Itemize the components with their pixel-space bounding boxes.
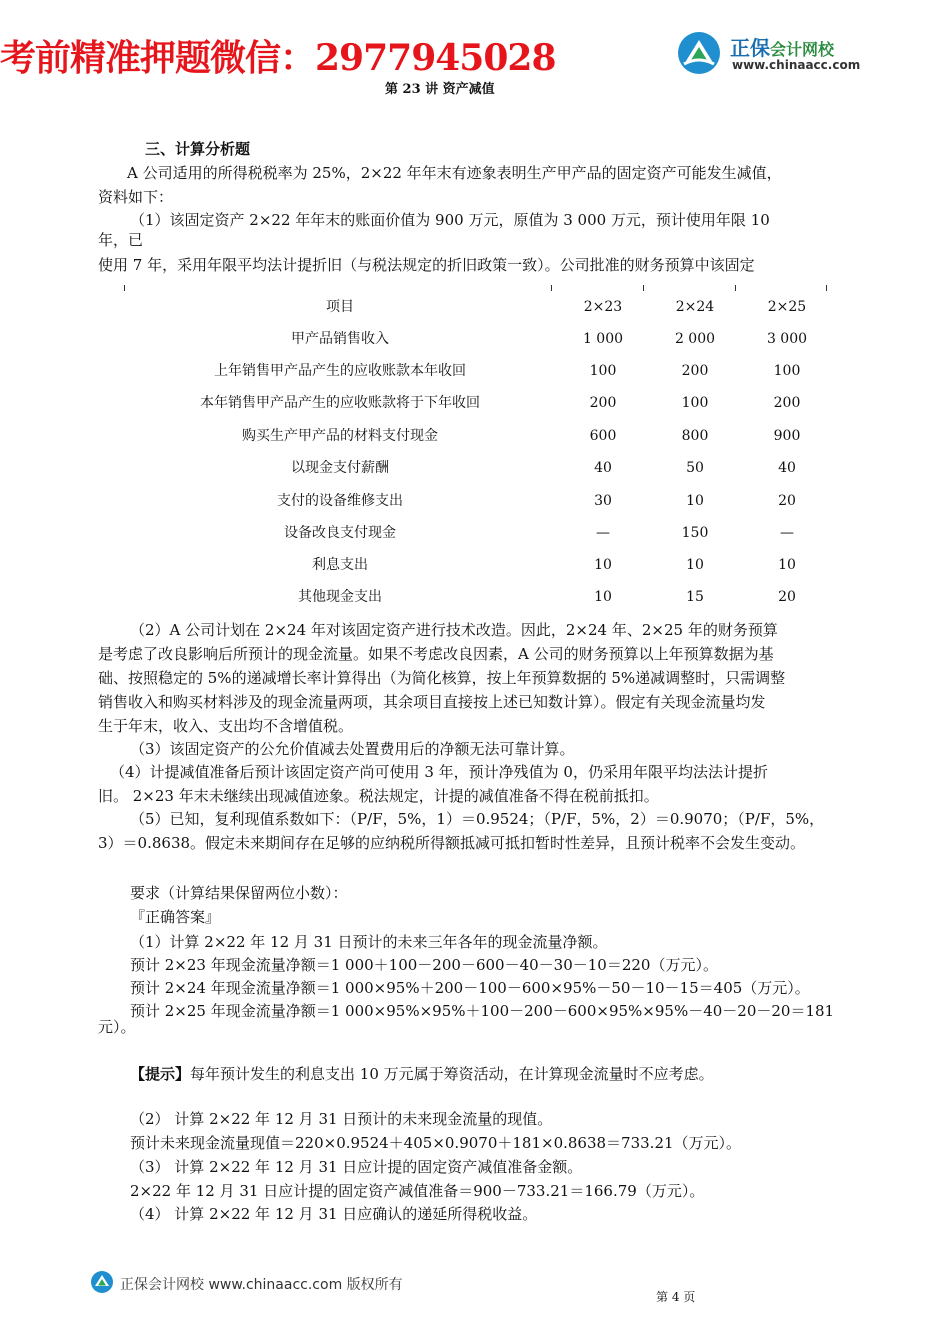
answer-line: （1）计算 2×22 年 12 月 31 日预计的未来三年各年的现金流量净额。 bbox=[130, 933, 608, 951]
table-cell: 30 bbox=[594, 493, 612, 509]
logo-url: www.chinaacc.com bbox=[732, 58, 861, 72]
logo-brand-sub: 会计网校 bbox=[770, 40, 835, 59]
table-cell: 600 bbox=[589, 428, 617, 444]
table-border-tick bbox=[124, 285, 125, 291]
answer-line: （2） 计算 2×22 年 12 月 31 日预计的未来现金流量的现值。 bbox=[130, 1110, 553, 1128]
item2-line: 销售收入和购买材料涉及的现金流量两项，其余项目直接按上述已知数计算）。假定有关现金流量均发 bbox=[98, 693, 766, 711]
table-header-cell: 2×24 bbox=[675, 299, 715, 315]
lecture-title: 第 23 讲 资产减值 bbox=[385, 82, 495, 97]
table-cell: — bbox=[596, 525, 610, 541]
table-cell: 200 bbox=[773, 395, 801, 411]
table-cell: 本年销售甲产品产生的应收账款将于下年收回 bbox=[200, 395, 480, 411]
table-header-row bbox=[0, 298, 950, 315]
answer-line: 2×22 年 12 月 31 日应计提的固定资产减值准备＝900－733.21＝166.79（万元）。 bbox=[130, 1182, 705, 1200]
hint-text: 每年预计发生的利息支出 10 万元属于筹资活动，在计算现金流量时不应考虑。 bbox=[190, 1065, 714, 1083]
answer-line: 预计 2×23 年现金流量净额＝1 000＋100－200－600－40－30－10＝220（万元）。 bbox=[130, 956, 718, 974]
hint-line bbox=[130, 1064, 714, 1084]
table-cell: 其他现金支出 bbox=[298, 589, 382, 605]
logo-brand-main: 正保 bbox=[730, 36, 770, 60]
table-border-tick bbox=[826, 285, 827, 291]
table-cell: 支付的设备维修支出 bbox=[277, 493, 403, 509]
footer-text: 正保会计网校 www.chinaacc.com 版权所有 bbox=[120, 1277, 403, 1293]
table-cell: 设备改良支付现金 bbox=[284, 525, 396, 541]
item1-line: 年，已 bbox=[98, 231, 144, 249]
table-cell: 150 bbox=[681, 525, 709, 541]
answer-line: 预计未来现金流量现值＝220×0.9524＋405×0.9070＋181×0.8638＝733.21（万元）。 bbox=[130, 1134, 742, 1152]
item2-line: 是考虑了改良影响后所预计的现金流量。如果不考虑改良因素，A 公司的财务预算以上年预算数据为基 bbox=[98, 645, 774, 663]
table-cell: 10 bbox=[778, 557, 796, 573]
footer-logo-icon bbox=[90, 1270, 114, 1294]
table-cell: 20 bbox=[778, 589, 796, 605]
school-logo bbox=[676, 28, 936, 78]
table-border-tick bbox=[643, 285, 644, 291]
table-cell: 40 bbox=[594, 460, 612, 476]
answer-line: （4） 计算 2×22 年 12 月 31 日应确认的递延所得税收益。 bbox=[130, 1205, 538, 1223]
table-cell: 800 bbox=[681, 428, 709, 444]
table-cell: 上年销售甲产品产生的应收账款本年收回 bbox=[214, 363, 466, 379]
table-cell: 10 bbox=[686, 557, 704, 573]
table-cell: 100 bbox=[681, 395, 709, 411]
table-cell: 1 000 bbox=[582, 331, 624, 347]
item2-line: 生于年末，收入、支出均不含增值税。 bbox=[98, 717, 354, 735]
item4-line: （4）计提减值准备后预计该固定资产尚可使用 3 年，预计净残值为 0，仍采用年限平均法法计提折 bbox=[110, 763, 768, 781]
table-cell: 200 bbox=[681, 363, 709, 379]
item1-line: 使用 7 年，采用年限平均法计提折旧（与税法规定的折旧政策一致）。公司批准的财务预算中该固定 bbox=[98, 256, 755, 274]
table-cell: 200 bbox=[589, 395, 617, 411]
table-cell: 以现金支付薪酬 bbox=[291, 460, 389, 476]
answer-line: （3） 计算 2×22 年 12 月 31 日应计提的固定资产减值准备金额。 bbox=[130, 1158, 583, 1176]
item3-line: （3）该固定资产的公允价值减去处置费用后的净额无法可靠计算。 bbox=[130, 740, 575, 758]
table-row bbox=[0, 330, 950, 347]
table-row bbox=[0, 588, 950, 605]
table-cell: — bbox=[780, 525, 794, 541]
item2-line: （2）A 公司计划在 2×24 年对该固定资产进行技术改造。因此，2×24 年、2×25 年的财务预算 bbox=[130, 621, 778, 639]
table-row bbox=[0, 362, 950, 379]
table-border-tick bbox=[735, 285, 736, 291]
item2-line: 础、按照稳定的 5%的递减增长率计算得出（为简化核算，按上年预算数据的 5%递减调整时，只需调整 bbox=[98, 669, 786, 687]
item4-line: 旧。 2×23 年末未继续出现减值迹象。税法规定，计提的减值准备不得在税前抵扣。 bbox=[98, 787, 659, 805]
logo-brand bbox=[730, 32, 834, 61]
table-row bbox=[0, 556, 950, 573]
answer-line: 预计 2×25 年现金流量净额＝1 000×95%×95%＋100－200－600×95%×95%－40－20－20＝181 bbox=[130, 1002, 835, 1020]
table-cell: 50 bbox=[686, 460, 704, 476]
table-cell: 900 bbox=[773, 428, 801, 444]
item5-line: （5）已知，复利现值系数如下：（P/F，5%，1）＝0.9524；（P/F，5%，2）＝0.9070；（P/F，5%， bbox=[130, 810, 825, 828]
logo-mark-icon bbox=[676, 30, 722, 76]
table-cell: 100 bbox=[773, 363, 801, 379]
page-number: 第 4 页 bbox=[656, 1290, 696, 1304]
promo-banner: 考前精准押题微信：2977945028 bbox=[0, 37, 556, 79]
table-header-cell: 2×23 bbox=[583, 299, 623, 315]
requirement: 要求（计算结果保留两位小数）： bbox=[130, 884, 348, 902]
intro-line: A 公司适用的所得税税率为 25%，2×22 年年末有迹象表明生产甲产品的固定资产可能发生减值， bbox=[127, 164, 782, 182]
item1-line: （1）该固定资产 2×22 年年末的账面价值为 900 万元，原值为 3 000 万元，预计使用年限 10 bbox=[130, 211, 770, 229]
hint-label: 【提示】 bbox=[130, 1065, 191, 1083]
table-cell: 甲产品销售收入 bbox=[291, 331, 389, 347]
answer-line-cut: 元）。 bbox=[98, 1018, 136, 1036]
table-row bbox=[0, 492, 950, 509]
table-cell: 3 000 bbox=[766, 331, 808, 347]
table-cell: 40 bbox=[778, 460, 796, 476]
table-cell: 20 bbox=[778, 493, 796, 509]
table-row bbox=[0, 459, 950, 476]
section-heading: 三、计算分析题 bbox=[145, 140, 251, 158]
table-row bbox=[0, 524, 950, 541]
table-cell: 10 bbox=[594, 557, 612, 573]
table-cell: 10 bbox=[686, 493, 704, 509]
table-row bbox=[0, 427, 950, 444]
table-header-cell: 2×25 bbox=[767, 299, 807, 315]
answer-line: 预计 2×24 年现金流量净额＝1 000×95%＋200－100－600×95%－50－10－15＝405（万元）。 bbox=[130, 979, 810, 997]
item5-line: 3）＝0.8638。假定未来期间存在足够的应纳税所得额抵减可抵扣暂时性差异，且预计税率不会发生变动。 bbox=[98, 834, 806, 852]
intro-line: 资料如下： bbox=[98, 188, 174, 206]
table-border-tick bbox=[551, 285, 552, 291]
table-header-cell: 项目 bbox=[326, 299, 354, 315]
table-cell: 10 bbox=[594, 589, 612, 605]
table-cell: 2 000 bbox=[674, 331, 716, 347]
table-cell: 利息支出 bbox=[312, 557, 368, 573]
answer-label: 『正确答案』 bbox=[130, 908, 221, 926]
table-cell: 100 bbox=[589, 363, 617, 379]
table-cell: 购买生产甲产品的材料支付现金 bbox=[242, 428, 438, 444]
table-cell: 15 bbox=[686, 589, 704, 605]
table-row bbox=[0, 394, 950, 411]
